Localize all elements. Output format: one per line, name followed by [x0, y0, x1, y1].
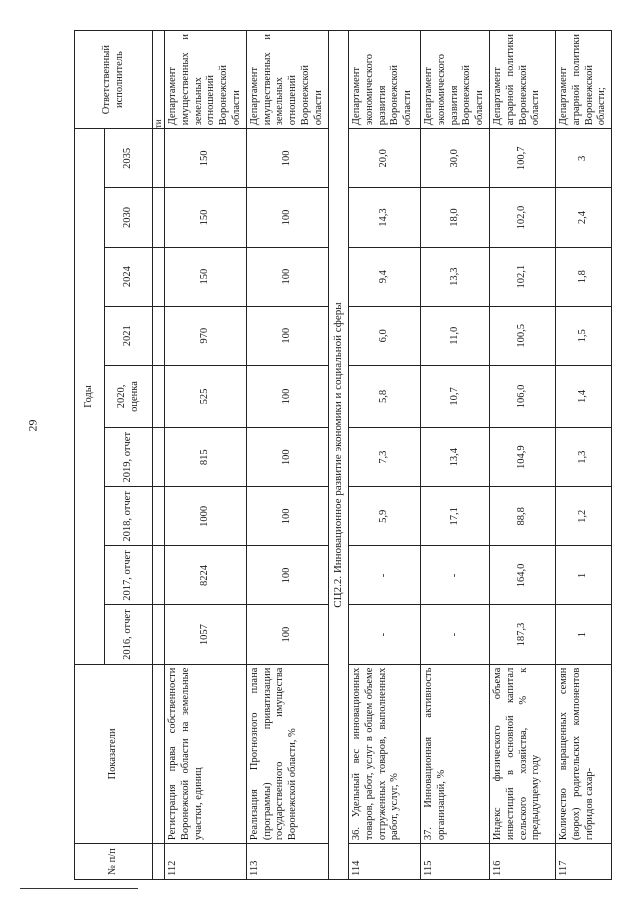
value-cell: 100 — [246, 188, 328, 247]
value-cell: 9,4 — [348, 247, 420, 306]
value-cell: - — [348, 605, 420, 664]
row-number: 115 — [420, 844, 489, 880]
value-cell: 100 — [246, 605, 328, 664]
value-cell: 88,8 — [489, 487, 555, 546]
header-year: 2018, отчет — [105, 487, 153, 546]
header-year: 2024 — [105, 247, 153, 306]
value-cell: 100 — [246, 306, 328, 365]
section-title: СЦ2.2. Инновационное развитие экономики и социальной сферы — [328, 31, 348, 880]
indicator-cell: Реализация Прогнозного плана (программы) приватизации государственного имущества Воронежской области, % — [246, 664, 328, 843]
row-number: 113 — [246, 844, 328, 880]
responsible-cell: Департамент имущественных и земельных отношений Воронежской области — [246, 31, 328, 129]
value-cell: 970 — [164, 306, 246, 365]
responsible-cell: Департамент экономического развития Воронежской области — [348, 31, 420, 129]
header-indicator: Показатели — [75, 664, 153, 843]
value-cell: - — [420, 546, 489, 605]
responsible-cell: Департамент экономического развития Воронежской области — [420, 31, 489, 129]
value-cell: 100 — [246, 365, 328, 427]
value-cell: 10,7 — [420, 365, 489, 427]
header-years-group: Годы — [75, 129, 105, 664]
indicators-table — [74, 30, 612, 880]
value-cell: 3 — [555, 129, 611, 188]
header-year: 2020, оценка — [105, 365, 153, 427]
value-cell: 100 — [246, 546, 328, 605]
responsible-cell: Департамент аграрной политики Воронежской области — [489, 31, 555, 129]
table-row — [246, 31, 328, 880]
value-cell: 100,5 — [489, 306, 555, 365]
spacer-row — [153, 31, 165, 880]
value-cell: 1057 — [164, 605, 246, 664]
footnote-separator — [20, 888, 138, 889]
header-year: 2030 — [105, 188, 153, 247]
value-cell: 1 — [555, 546, 611, 605]
value-cell: 100 — [246, 428, 328, 487]
header-year: 2017, отчет — [105, 546, 153, 605]
value-cell: 14,3 — [348, 188, 420, 247]
table-row — [164, 31, 246, 880]
value-cell: 8224 — [164, 546, 246, 605]
row-number: 114 — [348, 844, 420, 880]
value-cell: 17,1 — [420, 487, 489, 546]
row-number: 117 — [555, 844, 611, 880]
value-cell: 1,8 — [555, 247, 611, 306]
value-cell: 164,0 — [489, 546, 555, 605]
header-year: 2016, отчет — [105, 605, 153, 664]
table-row — [420, 31, 489, 880]
responsible-cell: Департамент аграрной политики Воронежской области; — [555, 31, 611, 129]
value-cell: 106,0 — [489, 365, 555, 427]
value-cell: 1 — [555, 605, 611, 664]
row-number: 112 — [164, 844, 246, 880]
value-cell: 1,4 — [555, 365, 611, 427]
indicator-cell: 37. Инновационная активность организаций, % — [420, 664, 489, 843]
value-cell: 6,0 — [348, 306, 420, 365]
value-cell: 7,3 — [348, 428, 420, 487]
value-cell: 100,7 — [489, 129, 555, 188]
value-cell: 2,4 — [555, 188, 611, 247]
table-row — [489, 31, 555, 880]
header-responsible: Ответственный исполнитель — [75, 31, 153, 129]
table-row — [348, 31, 420, 880]
responsible-cell: Департамент имущественных и земельных отношений Воронежской области — [164, 31, 246, 129]
indicator-cell: 36. Удельный вес инновационных товаров, работ, услуг в общем объеме отгруженных товаров, выполненных работ, услуг, % — [348, 664, 420, 843]
value-cell: 1,3 — [555, 428, 611, 487]
value-cell: 13,3 — [420, 247, 489, 306]
value-cell: 150 — [164, 247, 246, 306]
value-cell: 102,1 — [489, 247, 555, 306]
value-cell: - — [420, 605, 489, 664]
page-number: 29 — [25, 419, 40, 432]
row-number: 116 — [489, 844, 555, 880]
value-cell: 100 — [246, 487, 328, 546]
header-year: 2035 — [105, 129, 153, 188]
header-no: № п/п — [75, 844, 153, 880]
value-cell: 1000 — [164, 487, 246, 546]
value-cell: 5,9 — [348, 487, 420, 546]
value-cell: 102,0 — [489, 188, 555, 247]
value-cell: 100 — [246, 247, 328, 306]
indicator-cell: Количество выращенных семян (ворох) родительских компонентов гибридов сахар- — [555, 664, 611, 843]
value-cell: 815 — [164, 428, 246, 487]
value-cell: 150 — [164, 188, 246, 247]
indicator-cell: Индекс физического объема инвестиций в основной капитал сельского хозяйства, % к предыдущему году — [489, 664, 555, 843]
value-cell: 13,4 — [420, 428, 489, 487]
rotated-table-container — [74, 30, 612, 880]
value-cell: 525 — [164, 365, 246, 427]
header-year: 2019, отчет — [105, 428, 153, 487]
value-cell: 18,0 — [420, 188, 489, 247]
value-cell: - — [348, 546, 420, 605]
value-cell: 1,2 — [555, 487, 611, 546]
value-cell: 20,0 — [348, 129, 420, 188]
value-cell: 100 — [246, 129, 328, 188]
table-row — [555, 31, 611, 880]
continued-fragment: ти — [153, 31, 165, 129]
section-row — [328, 31, 348, 880]
indicator-cell: Регистрация права собственности Воронежской области на земельные участки, единиц — [164, 664, 246, 843]
value-cell: 30,0 — [420, 129, 489, 188]
value-cell: 5,8 — [348, 365, 420, 427]
value-cell: 104,9 — [489, 428, 555, 487]
value-cell: 150 — [164, 129, 246, 188]
header-year: 2021 — [105, 306, 153, 365]
value-cell: 1,5 — [555, 306, 611, 365]
value-cell: 187,3 — [489, 605, 555, 664]
value-cell: 11,0 — [420, 306, 489, 365]
